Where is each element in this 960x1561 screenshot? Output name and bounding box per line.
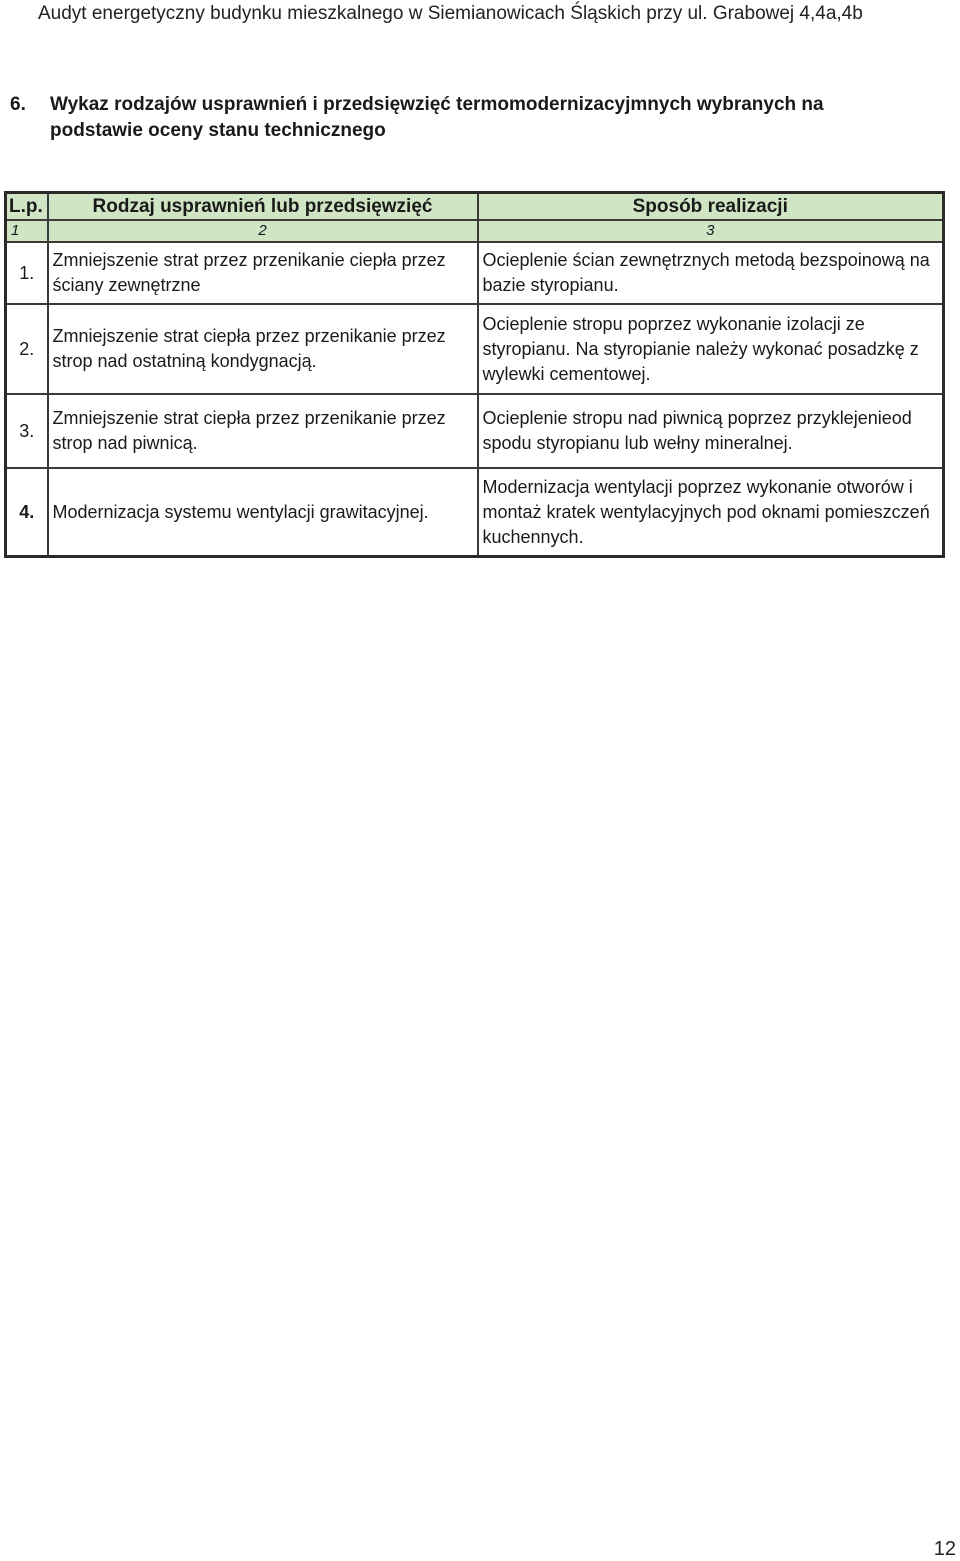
row-kind: Zmniejszenie strat przez przenikanie ciepła przez ściany zewnętrzne [48, 242, 478, 304]
row-method: Ocieplenie stropu nad piwnicą poprzez przyklejenieod spodu styropianu lub wełny mineralnej. [478, 394, 944, 468]
running-header: Audyt energetyczny budynku mieszkalnego w Siemianowicach Śląskich przy ul. Grabowej 4,4a,4b [38, 3, 863, 24]
section-heading [10, 92, 910, 144]
header-method: Sposób realizacji [478, 193, 944, 221]
header-lp: L.p. [6, 193, 48, 221]
section-title: Wykaz rodzajów usprawnień i przedsięwzięć termomodernizacyjmnych wybranych na podstawie oceny stanu technicznego [50, 94, 824, 141]
row-kind: Modernizacja systemu wentylacji grawitacyjnej. [48, 468, 478, 557]
table-row [6, 242, 944, 304]
table-row [6, 394, 944, 468]
row-lp: 4. [6, 468, 48, 557]
row-method: Modernizacja wentylacji poprzez wykonanie otworów i montaż kratek wentylacyjnych pod oknami pomieszczeń kuchennych. [478, 468, 944, 557]
section-number: 6. [10, 94, 26, 115]
table-header-row [6, 193, 944, 221]
row-lp: 2. [6, 304, 48, 394]
column-number-row [6, 220, 944, 242]
row-method: Ocieplenie ścian zewnętrznych metodą bezspoinową na bazie styropianu. [478, 242, 944, 304]
column-number-1: 1 [6, 220, 48, 242]
row-lp: 3. [6, 394, 48, 468]
page-number: 12 [933, 1538, 956, 1560]
row-method: Ocieplenie stropu poprzez wykonanie izolacji ze styropianu. Na styropianie należy wykonać posadzkę z wylewki cementowej. [478, 304, 944, 394]
row-kind: Zmniejszenie strat ciepła przez przenikanie przez strop nad piwnicą. [48, 394, 478, 468]
row-kind: Zmniejszenie strat ciepła przez przenikanie przez strop nad ostatniną kondygnacją. [48, 304, 478, 394]
column-number-2: 2 [48, 220, 478, 242]
table-row [6, 304, 944, 394]
header-kind: Rodzaj usprawnień lub przedsięwzięć [48, 193, 478, 221]
row-lp: 1. [6, 242, 48, 304]
column-number-3: 3 [478, 220, 944, 242]
measures-table [4, 191, 945, 558]
table-row [6, 468, 944, 557]
